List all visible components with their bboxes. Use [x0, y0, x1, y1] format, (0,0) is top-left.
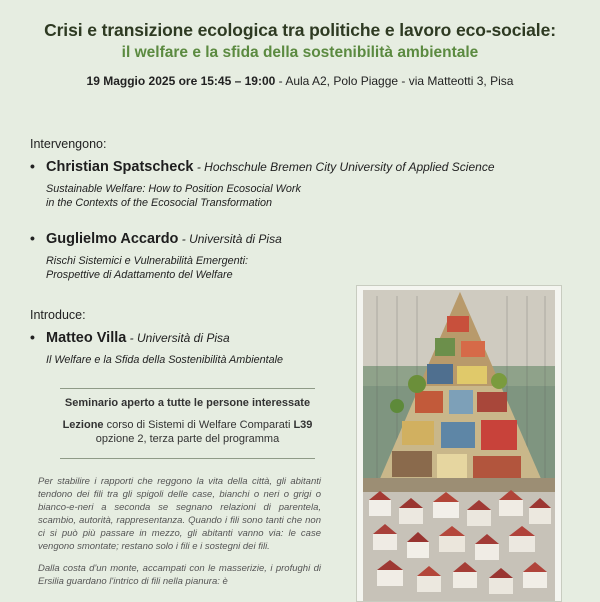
quote-paragraph: Dalla costa d'un monte, accampati con le masserizie, i profughi di Ersilia guardano l'intrico di fili nella pianura: è	[38, 563, 321, 587]
talk-title-line: in the Contexts of the Ecosocial Transformation	[46, 197, 273, 209]
talk-title-line: Il Welfare e la Sfida della Sostenibilità Ambientale	[46, 354, 284, 366]
event-title: Crisi e transizione ecologica tra politiche e lavoro eco-sociale:	[44, 20, 556, 40]
talk-title-line: Prospettive di Adattamento del Welfare	[46, 269, 233, 281]
quote-paragraph: Per stabilire i rapporti che reggono la vita della città, gli abitanti tendono dei fili tra gli spigoli delle case, bianchi o neri o grigi o bianco-e-neri a seconda se segnano relazioni di parentela, scambio, autorità, rappresentanza. Quando i fili sono tanti che non ci si può più passare in mezzo, gli abitanti vanno via: le case vengono smontate; restano solo i fili e i sostegni dei fili.	[38, 476, 321, 552]
talk-title-line: Rischi Sistemici e Vulnerabilità Emergenti:	[46, 255, 249, 267]
speaker-item	[30, 230, 550, 282]
introducer-affiliation: - Università di Pisa	[126, 331, 230, 345]
event-date-time: 19 Maggio 2025 ore 15:45 – 19:00	[86, 74, 276, 88]
bullet-icon: •	[30, 158, 35, 174]
speaker-affiliation: - Hochschule Bremen City University of Applied Science	[193, 160, 495, 174]
talk-title-line: Sustainable Welfare: How to Position Ecosocial Work	[46, 183, 301, 195]
event-location: - Aula A2, Polo Piagge - via Matteotti 3, Pisa	[275, 74, 514, 88]
seminar-note: Seminario aperto a tutte le persone interessate	[64, 397, 311, 409]
intro-label: Introduce:	[30, 308, 86, 322]
event-date-place	[0, 74, 600, 88]
artwork-image	[356, 285, 562, 602]
speakers-label: Intervengono:	[30, 137, 107, 151]
speaker-affiliation: - Università di Pisa	[178, 232, 282, 246]
lezione-text: corso di Sistemi di Welfare Comparati	[103, 419, 294, 431]
bullet-icon: •	[30, 230, 35, 246]
divider-bottom	[60, 458, 315, 459]
artwork-illustration	[357, 286, 561, 601]
literary-quote	[38, 475, 321, 597]
talk-title	[46, 254, 550, 282]
lezione-note	[60, 418, 315, 446]
lezione-bold: Lezione	[62, 419, 104, 431]
speaker-name: Guglielmo Accardo	[46, 231, 179, 247]
talk-title	[46, 182, 550, 210]
lezione-code: L39	[293, 419, 313, 431]
introducer-name: Matteo Villa	[46, 330, 127, 346]
speaker-name: Christian Spatscheck	[46, 159, 194, 175]
lezione-line2: opzione 2, terza parte del programma	[95, 433, 280, 445]
divider-top	[60, 388, 315, 389]
speaker-item	[30, 158, 550, 210]
event-subtitle: il welfare e la sfida della sostenibilità ambientale	[121, 44, 479, 61]
bullet-icon: •	[30, 329, 35, 345]
